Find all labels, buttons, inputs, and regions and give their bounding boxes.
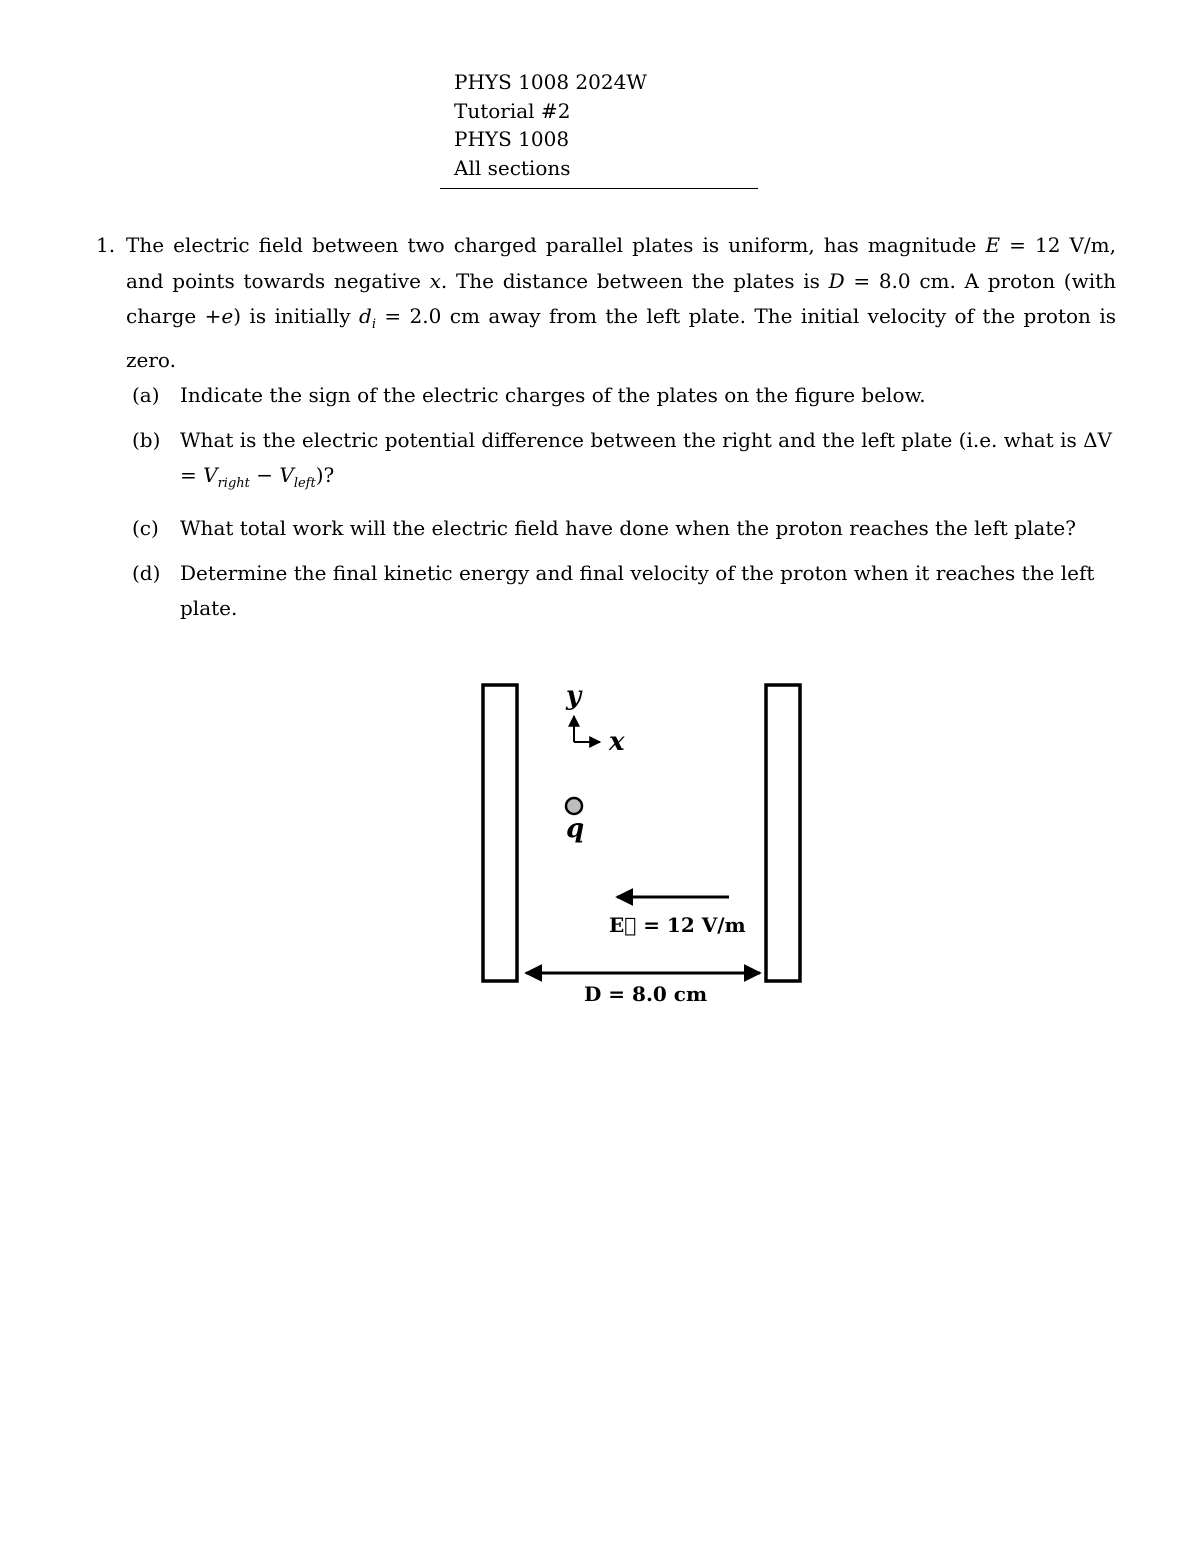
part-a <box>96 378 1116 413</box>
math-V: V <box>279 463 294 487</box>
course-term: PHYS 1008 2024W <box>454 70 647 94</box>
parallel-plates-figure <box>470 670 820 1020</box>
proton-charge-icon <box>566 798 582 814</box>
math-V: V <box>203 463 218 487</box>
tutorial-number: Tutorial #2 <box>454 98 571 123</box>
math-d: d <box>359 304 372 328</box>
problem-text: The electric field between two charged parallel plates is uniform, has magnitude <box>126 233 986 257</box>
part-c <box>96 511 1116 546</box>
field-label: E⃗ = 12 V/m <box>609 913 746 937</box>
left-plate <box>483 685 517 981</box>
problem-1 <box>96 228 1116 378</box>
math-D: D <box>828 268 845 293</box>
part-text: Indicate the sign of the electric charges of the plates on the figure below. <box>180 383 926 407</box>
y-axis-label: y <box>566 681 582 711</box>
part-text: Determine the final kinetic energy and final velocity of the proton when it reaches the left plate. <box>180 561 1095 620</box>
problem-statement <box>126 228 1116 378</box>
part-label: (a) <box>132 383 160 407</box>
math-x: x <box>429 268 441 293</box>
distance-label: D = 8.0 cm <box>584 982 708 1006</box>
axes-icon <box>574 717 600 742</box>
part-text-span: − <box>249 463 280 487</box>
math-e: e <box>221 304 234 328</box>
part-d <box>96 556 1116 626</box>
part-text-span: )? <box>315 463 335 487</box>
problem-text: = 12 V/m, and points towards negative <box>126 233 1116 293</box>
sections: All sections <box>454 155 571 180</box>
problem-text: = 2.0 cm away from the left plate. The initial velocity of the proton is zero. <box>126 304 1116 372</box>
problem-text: = 8.0 cm. A proton (with charge + <box>126 268 1117 328</box>
charge-label: q <box>566 814 585 844</box>
part-label: (c) <box>132 516 159 540</box>
part-b <box>96 423 1116 501</box>
part-text-span: What is the electric potential difference between the right and the left plate (i.e. what is ΔV = <box>180 428 1112 487</box>
math-E: E <box>985 233 1001 257</box>
header-rule <box>440 188 758 189</box>
course-code: PHYS 1008 <box>454 127 570 151</box>
part-label: (b) <box>132 428 161 452</box>
math-left-subscript: left <box>293 476 316 491</box>
math-d-subscript: i <box>371 317 376 332</box>
x-axis-label: x <box>609 727 625 757</box>
right-plate <box>766 685 800 981</box>
problem-number: 1. <box>96 233 116 257</box>
part-label: (d) <box>132 561 161 585</box>
part-text: What total work will the electric field have done when the proton reaches the left plate? <box>180 516 1076 540</box>
problem-text: . The distance between the plates is <box>440 268 829 293</box>
document-header <box>454 68 647 182</box>
problem-text: ) is initially <box>233 304 360 328</box>
part-text <box>180 423 1116 501</box>
math-right-subscript: right <box>217 476 250 491</box>
problem-parts <box>96 378 1116 636</box>
